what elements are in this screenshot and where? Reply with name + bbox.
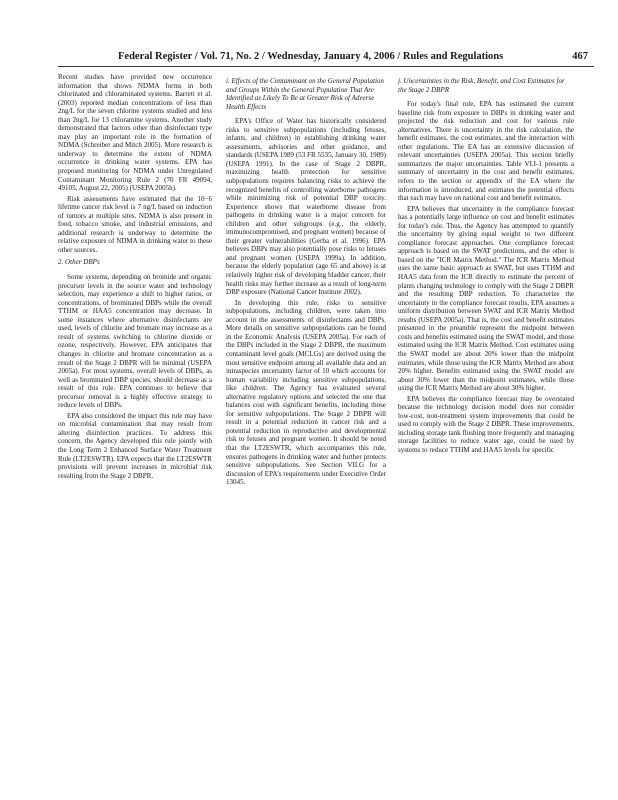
section-heading: i. Effects of the Contaminant on the General Population and Groups Within the General Population That Are Identified as Likely To Be at Greater Risk of Adverse Health Effects	[226, 77, 384, 111]
body-paragraph: EPA's Office of Water has historically considered risks to sensitive subpopulations (including fetuses, infants, and children) in establishing drinking water assessments, advisories and other guidance, and standards (USEPA 1989 (53 FR 5535, January 30, 1989) (USEPA 1991). In the case of Stage 2 DBPR, maximizing health protection for sensitive subpopulations requires balancing risks to achieve the recognized benefits of controlling waterborne pathogens while minimizing risk of potential DBP toxicity. Experience shows that waterborne disease from pathogens in drinking water is a major concern for children and other subgroups (e.g., the elderly, immunocompromised, and pregnant women) because of their greater vulnerabilities (Gerba et al. 1996). EPA believes DBPs may also potentially pose risks to fetuses and pregnant women (USEPA 1999a). In addition, because the elderly population (age 65 and above) is at relatively higher risk of developing bladder cancer, their health risks may further increase as a result of long-term DBP exposure (National Cancer Institute 2002).	[226, 117, 386, 297]
text-column-3	[398, 73, 574, 785]
running-title: Federal Register / Vol. 71, No. 2 / Wednesday, January 4, 2006 / Rules and Regulations	[118, 51, 504, 62]
body-paragraph: EPA believes the compliance forecast may be overstated because the technology decision model does not consider low-cost, non-treatment system improvements that could be used to comply with the Stage 2 DBPR. These improvements, including storage tank flushing more frequently and managing storage facilities to reduce water age, could be used by systems to reduce TTHM and HAA5 levels for specific	[398, 394, 574, 454]
page-header	[58, 50, 594, 67]
body-paragraph: Some systems, depending on bromide and organic precursor levels in the source water and technology selection, may experience a shift to higher ratios, or concentrations, of brominated DBPs while the overall TTHM or HAA5 concentration may decrease. In some instances where alternative disinfectants are used, levels of chlorite and bromate may increase as a result of systems switching to chlorine dioxide or ozone, respectively. However, EPA anticipates that changes in chlorite and bromate concentration as a result of the Stage 2 DBPR will be minimal (USEPA 2005a). For most systems, overall levels of DBPs, as well as brominated DBP species, should decrease as a result of this rule. EPA continues to believe that precursor removal is a highly effective strategy to reduce levels of DBPs.	[58, 273, 212, 410]
body-paragraph: Risk assessments have estimated that the 10−6 lifetime cancer risk level is 7 ng/L based on induction of tumors at multiple sites. NDMA is also present in food, tobacco smoke, and industrial emissions, and additional research is underway to determine the relative exposure of NDMA in drinking water to these other sources.	[58, 194, 212, 254]
page-number: 467	[572, 51, 588, 62]
body-paragraph: In developing this rule, risks to sensitive subpopulations, including children, were taken into account in the assessments of disinfectants and DBPs. More details on sensitive subpopulations can be found in the Economic Analysis (USEPA 2005a). For each of the DBPs included in the Stage 2 DBPR, the maximum contaminant level goals (MCLGs) are derived using the most sensitive endpoint among all available data and an intraspecies uncertainty factor of 10 which accounts for human variability including sensitive subpopulations, like children. The Agency has evaluated several alternative regulatory options and selected the one that balances cost with significant benefits, including those for sensitive subpopulations. The Stage 2 DBPR will result in a potential reduction in cancer risk and a potential reduction in reproductive and developmental risk to fetuses and pregnant women. It should be noted that the LT2ESWTR, which accompanies this rule, ensures pathogens in drinking water and further protects sensitive subpopulations. See Section VII.G for a discussion of EPA's requirements under Executive Order 13045.	[226, 298, 386, 487]
section-heading: 2. Other DBPs	[58, 258, 100, 267]
text-column-1	[58, 73, 212, 785]
body-paragraph: Recent studies have provided new occurrence information that shows NDMA forms in both chlorinated and chloraminated systems. Barrett et al. (2003) reported median concentrations of less than 2ng/L for the seven chlorine systems studied and less than 2ng/L for 13 chloramine systems. Another study demonstrated that factors other than disinfectant type may play an important role in the formation of NDMA (Schreiber and Mitch 2005). More research is underway to determine the extent of NDMA occurrence in drinking water systems. EPA has proposed monitoring for NDMA under Unregulated Contaminant Monitoring Rule 2 (70 FR 49094, 49105, August 22, 2005) (USEPA 2005h).	[58, 73, 212, 193]
section-heading: j. Uncertainties in the Risk, Benefit, and Cost Estimates for the Stage 2 DBPR	[398, 77, 565, 94]
body-paragraph: For today's final rule, EPA has estimated the current baseline risk from exposure to DBPs in drinking water and projected the risk reduction and cost for various rule alternatives. There is uncertainty in the risk calculation, the benefit estimates, the cost estimates, and the interaction with other regulations. The EA has an extensive discussion of relevant uncertainties (USEPA 2005a). This section briefly summarizes the major uncertainties. Table VI.I-1 presents a summary of uncertainty in the cost and benefit estimates, refers to the section or appendix of the EA where the information is introduced, and estimates the potential effects that each may have on national cost and benefit estimates.	[398, 100, 574, 203]
body-paragraph: EPA believes that uncertainty in the compliance forecast has a potentially large influence on cost and benefit estimates for today's rule. Thus, the Agency has attempted to quantify the uncertainty by giving equal weight to two different compliance forecast approaches. One compliance forecast approach is based on the SWAT predictions, and the other is based on the "ICR Matrix Method." The ICR Matrix Method uses the same basic approach as SWAT, but uses TTHM and HAA5 data from the ICR directly to estimate the percent of plants changing technology to comply with the Stage 2 DBPR and the resulting DBP reduction. To characterize the uncertainty in the compliance forecast results, EPA assumes a uniform distribution between SWAT and ICR Matrix Method results (USEPA 2005a). That is, the cost and benefit estimates presented in the preamble represent the midpoint between costs and benefits estimated using the SWAT model, and those estimated using the ICR Matrix Method. Cost estimates using the SWAT model are about 20% lower than the midpoint estimates, while those using the ICR Matrix Method are about 20% higher. Benefits estimated using the SWAT model are about 30% lower than the midpoint estimates, while those using the ICR Matrix Method are about 30% higher.	[398, 204, 574, 393]
text-column-2	[226, 73, 386, 785]
body-paragraph: EPA also considered the impact this rule may have on microbial contamination that may result from altering disinfection practices. To address this concern, the Agency developed this rule jointly with the Long Term 2 Enhanced Surface Water Treatment Rule (LT2ESWTR). EPA expects that the LT2ESWTR provisions will prevent increases in microbial risk resulting from the Stage 2 DBPR.	[58, 411, 212, 480]
